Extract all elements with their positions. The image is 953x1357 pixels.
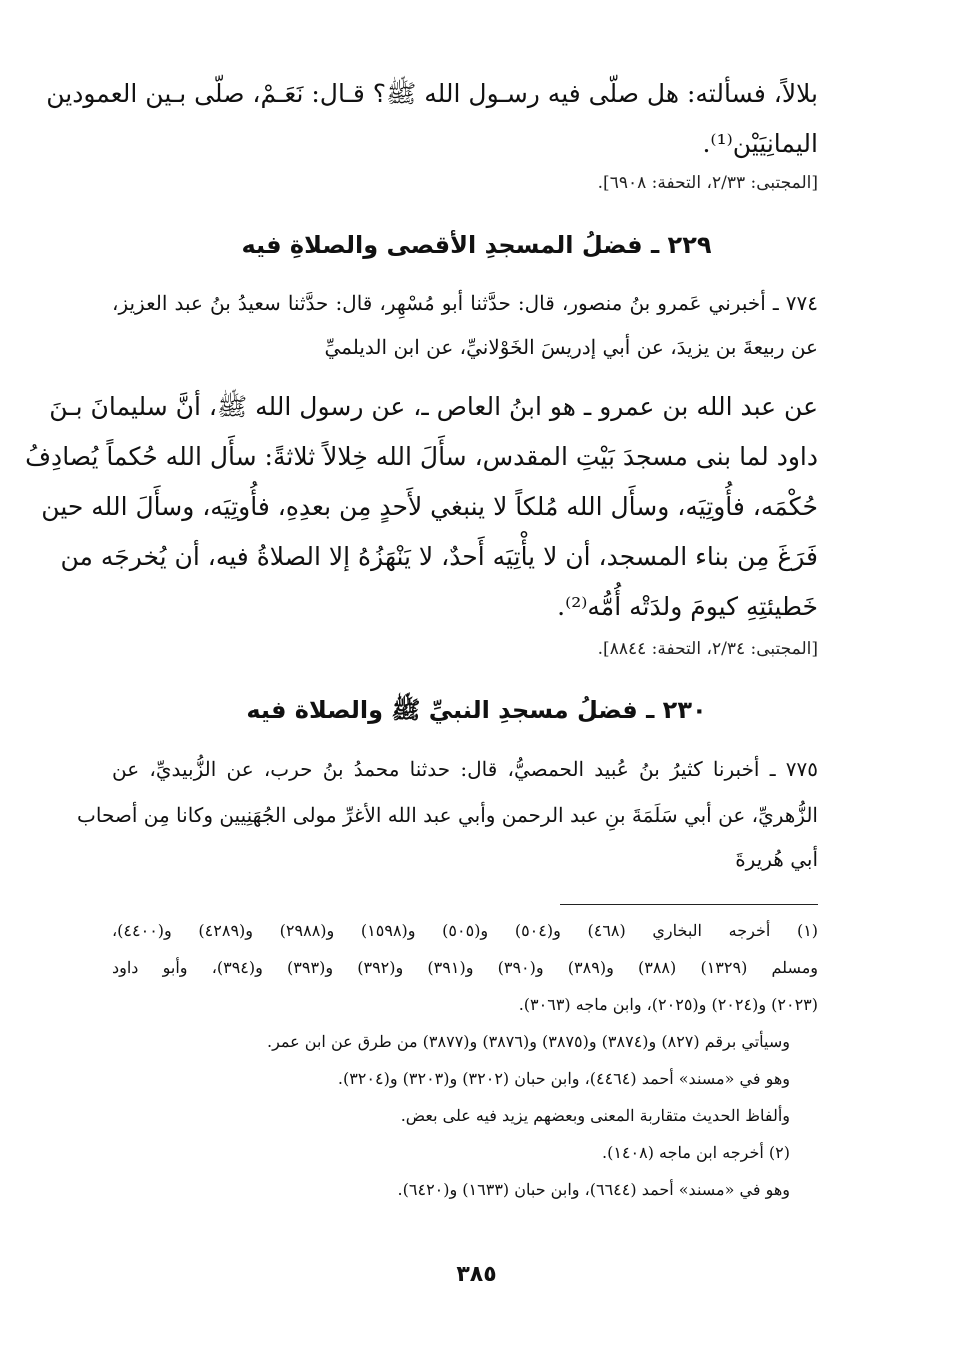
hadith-text-line: حُكْمَه، فأُوتِيَه، وسأَل الله مُلكاً لا ينبغي لأَحدٍ مِن بعدِهِ، فأُوتِيَه، وسأَلَ الله حين	[41, 492, 818, 521]
isnad-line: أبي هُريرةَ	[735, 847, 818, 871]
footnote-line: وهو في «مسند» أحمد (٦٦٤٤)، وابن حبان (١٦٣٣) و(٦٤٢٠).	[397, 1180, 790, 1199]
footnote-line: وهو في «مسند» أحمد (٤٤٦٤)، وابن حبان (٣٢٠٢) و(٣٢٠٣) و(٣٢٠٤).	[337, 1069, 790, 1088]
hadith-text-line: فَرَغَ مِن بناء المسجد، أن لا يأْتِيَه أَحدٌ، لا يَنْهَزُهُ إلا الصلاةُ فيه، أن يُخرجَه من	[60, 542, 818, 571]
source-reference: [المجتبى: ٢/٣٤، التحفة: ٨٨٤٤].	[597, 639, 818, 659]
hadith-text-line: خَطيئتِهِ كيومَ ولدَتْه أُمُّه⁽²⁾.	[557, 592, 818, 621]
footnote-line: ومسلم (١٣٢٩) (٣٨٨) و(٣٨٩) و(٣٩٠) و(٣٩١) و(٣٩٢) و(٣٩٣) و(٣٩٤)، وأبو داود	[112, 958, 819, 977]
footnote-line: وألفاظ الحديث متقاربة المعنى وبعضهم يزيد فيه على بعض.	[400, 1106, 790, 1125]
page-number: ٣٨٥	[456, 1262, 497, 1287]
hadith-text-line: عن عبد الله بن عمرو ـ هو ابنُ العاص ـ، عن رسول الله ﷺ، أنَّ سليمانَ بـنَ	[49, 392, 818, 421]
hadith-text-line: داود لما بنى مسجدَ بَيْتِ المقدس، سأَلَ الله خِلالاً ثلاثةً: سأَل الله حُكماً يُصادِفُ	[25, 442, 818, 471]
isnad-line: عن ربيعةَ بن يزيدَ، عن أبي إدريسَ الخَوْلانيِّ، عن ابن الديلميِّ	[324, 335, 818, 359]
isnad-line: ٧٧٥ ـ أخبرنا كثيرُ بنُ عُبيد الحمصيُّ، قال: حدثنا محمدُ بنُ حرب، عن الزُّبيديِّ، عن	[112, 757, 818, 781]
footnote-line: (٢) أخرجه ابن ماجه (١٤٠٨).	[602, 1143, 790, 1162]
isnad-line: الزُّهريِّ، عن أبي سَلَمَةَ بنِ عبد الرحمن وأبي عبد الله الأغرِّ مولى الجُهَنِيين وكانا مِن أصحاب	[77, 803, 818, 827]
chapter-heading: ٢٢٩ ـ فضلُ المسجدِ الأقصى والصلاةِ فيه	[241, 231, 712, 259]
footnote-line: (٢٠٢٣) و(٢٠٢٤) و(٢٠٢٥)، وابن ماجه (٣٠٦٣).	[518, 995, 818, 1014]
hadith-text-line: اليمانِيَيْن⁽¹⁾.	[702, 129, 818, 158]
footnote-line: وسيأتي برقم (٨٢٧) و(٣٨٧٤) و(٣٨٧٥) و(٣٨٧٦) و(٣٨٧٧) من طرق عن ابن عمر.	[266, 1032, 790, 1051]
isnad-line: ٧٧٤ ـ أخبرني عَمرو بنُ منصور، قال: حدَّثنا أبو مُسْهِر، قال: حدَّثنا سعيدُ بنُ عبد العزيز،	[112, 291, 818, 315]
hadith-text-line: بلالاً، فسألته: هل صلّى فيه رسـول الله ﷺ؟ قـال: نَعَـمْ، صلّى بـين العمودين	[46, 79, 818, 108]
chapter-heading: ٢٣٠ ـ فضلُ مسجدِ النبيِّ ﷺ والصلاة فيه	[246, 696, 707, 724]
source-reference: [المجتبى: ٢/٣٣، التحفة: ٦٩٠٨].	[597, 173, 818, 193]
footnote-divider	[560, 904, 818, 905]
footnote-line: (١) أخرجه البخاري (٤٦٨) و(٥٠٤) و(٥٠٥) و(١٥٩٨) و(٢٩٨٨) و(٤٢٨٩) و(٤٤٠٠)،	[112, 921, 819, 940]
